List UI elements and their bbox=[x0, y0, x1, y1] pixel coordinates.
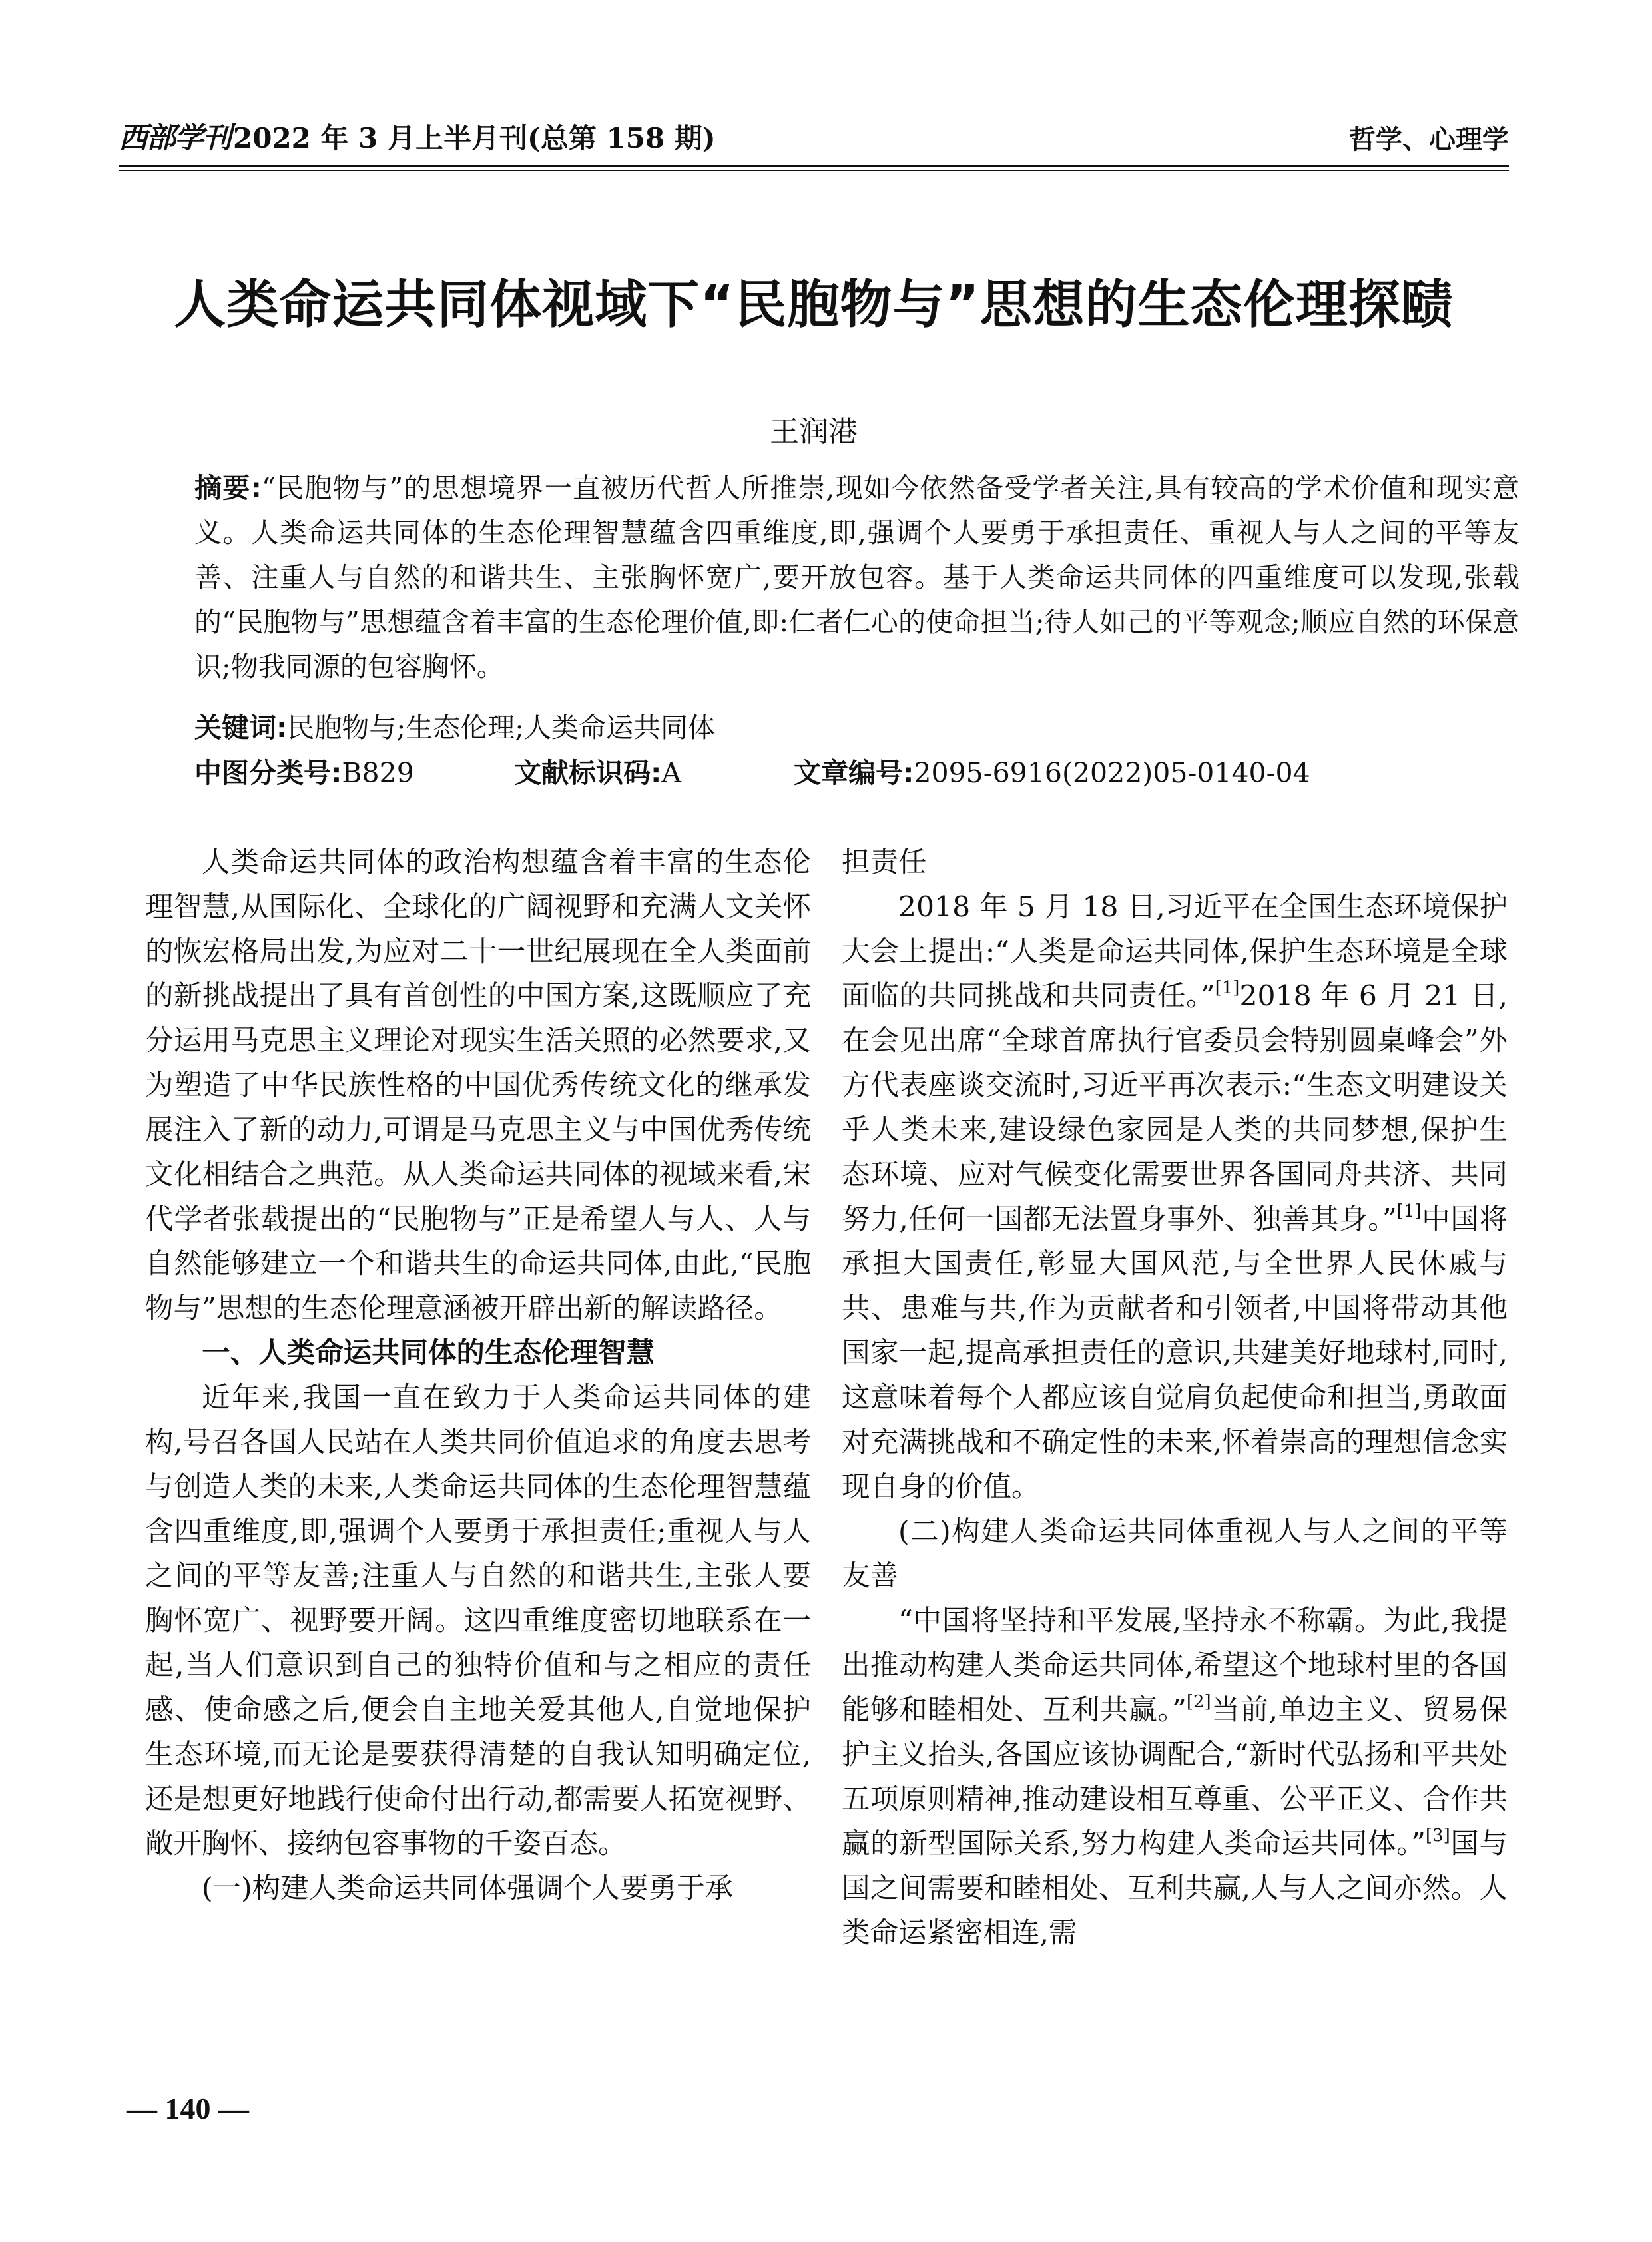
section-heading-1: 一、人类命运共同体的生态伦理智慧 bbox=[202, 1337, 655, 1370]
left-column bbox=[145, 840, 811, 1911]
article-number bbox=[794, 751, 1310, 796]
header-rule bbox=[119, 165, 1509, 167]
clc-value: B829 bbox=[342, 757, 414, 789]
author: 王润港 bbox=[770, 415, 858, 449]
running-header bbox=[119, 110, 1509, 156]
section1-paragraph: 近年来,我国一直在致力于人类命运共同体的建构,号召各国人民站在人类共同价值追求的角度去思考与创造人类的未来,人类命运共同体的生态伦理智慧蕴含四重维度,即,强调个人要勇于承担责任;重视人与人之间的平等友善;注重人与自然的和谐共生,主张人要胸怀宽广、视野要开阔。这四重维度密切地联系在一起,当人们意识到自己的独特价值和与之相应的责任感、使命感之后,便会自主地关爱其他人,自觉地保护生态环境,而无论是要获得清楚的自我认知明确定位,还是想更好地践行使命付出行动,都需要人拓宽视野、敞开胸怀、接纳包容事物的千姿百态。 bbox=[145, 1382, 811, 1860]
journal-logo: 西部学刊 bbox=[119, 121, 230, 155]
clc-code bbox=[194, 751, 414, 796]
subsection2-paragraph bbox=[842, 1599, 1508, 1956]
doc-label: 文献标识码: bbox=[514, 757, 662, 789]
section-name: 哲学、心理学 bbox=[1349, 125, 1509, 155]
text-run: 中国将承担大国责任,彰显大国风范,与全世界人民休戚与共、患难与共,作为贡献者和引领者,中国将带动其他国家一起,提高承担责任的意识,共建美好地球村,同时,这意味着每个人都应该自觉肩负起使命和担当,勇敢面对充满挑战和不确定性的未来,怀着崇高的理想信念实现自身的价值。 bbox=[842, 1203, 1508, 1504]
intro-paragraph: 人类命运共同体的政治构想蕴含着丰富的生态伦理智慧,从国际化、全球化的广阔视野和充满人文关怀的恢宏格局出发,为应对二十一世纪展现在全人类面前的新挑战提出了具有首创性的中国方案,这既顺应了充分运用马克思主义理论对现实生活关照的必然要求,又为塑造了中华民族性格的中国优秀传统文化的继承发展注入了新的动力,可谓是马克思主义与中国优秀传统文化相结合之典范。从人类命运共同体的视域来看,宋代学者张载提出的“民胞物与”正是希望人与人、人与自然能够建立一个和谐共生的命运共同体,由此,“民胞物与”思想的生态伦理意涵被开辟出新的解读路径。 bbox=[145, 846, 811, 1325]
header-left bbox=[119, 114, 716, 156]
abstract-text: “民胞物与”的思想境界一直被历代哲人所推崇,现如今依然备受学者关注,具有较高的学术价值和现实意义。人类命运共同体的生态伦理智慧蕴含四重维度,即,强调个人要勇于承担责任、重视人与人之间的平等友善、注重人与自然的和谐共生、主张胸怀宽广,要开放包容。基于人类命运共同体的四重维度可以发现,张载的“民胞物与”思想蕴含着丰富的生态伦理价值,即:仁者仁心的使命担当;待人如己的平等观念;顺应自然的环保意识;物我同源的包容胸怀。 bbox=[194, 472, 1519, 683]
clc-label: 中图分类号: bbox=[194, 757, 342, 789]
keywords bbox=[194, 706, 1519, 750]
keywords-label: 关键词: bbox=[194, 712, 288, 744]
subsection-heading-2: (二)构建人类命运共同体重视人与人之间的平等友善 bbox=[842, 1516, 1508, 1593]
issue-info: 2022 年 3 月上半月刊(总第 158 期) bbox=[233, 122, 716, 154]
text-run: 国与国之间需要和睦相处、互利共赢,人与人之间亦然。人类命运紧密相连,需 bbox=[842, 1828, 1508, 1950]
subsection1-paragraph bbox=[842, 885, 1508, 1510]
keywords-text: 民胞物与;生态伦理;人类命运共同体 bbox=[287, 712, 716, 744]
text-run: 2018 年 6 月 21 日,在会见出席“全球首席执行官委员会特别圆桌峰会”外方代表座谈交流时,习近平再次表示:“生态文明建设关乎人类未来,建设绿色家园是人类的共同梦想,保护生态环境、应对气候变化需要世界各国同舟共济、共同努力,任何一国都无法置身事外、独善其身。” bbox=[842, 980, 1508, 1236]
article-title: 人类命运共同体视域下“民胞物与”思想的生态伦理探赜 bbox=[174, 275, 1454, 335]
article-value: 2095-6916(2022)05-0140-04 bbox=[914, 757, 1310, 789]
page-number: — 140 — bbox=[127, 2092, 249, 2125]
abstract bbox=[194, 466, 1519, 689]
header-rule-thin bbox=[119, 170, 1509, 171]
abstract-label: 摘要: bbox=[194, 472, 262, 504]
citation: [1] bbox=[1396, 1201, 1422, 1221]
subsection-heading-1: (一)构建人类命运共同体强调个人要勇于承 bbox=[202, 1872, 734, 1905]
text-run: 当前,单边主义、贸易保护主义抬头,各国应该协调配合,“新时代弘扬和平共处五项原则精神,推动建设相互尊重、公平正义、合作共赢的新型国际关系,努力构建人类命运共同体。” bbox=[842, 1694, 1508, 1860]
citation: [2] bbox=[1186, 1692, 1211, 1712]
citation: [3] bbox=[1425, 1826, 1450, 1846]
article-label: 文章编号: bbox=[794, 757, 914, 789]
text-run: 2018 年 5 月 18 日,习近平在全国生态环境保护大会上提出:“人类是命运共同体,保护生态环境是全球面临的共同挑战和共同责任。” bbox=[842, 891, 1508, 1013]
text-run: “中国将坚持和平发展,坚持永不称霸。为此,我提出推动构建人类命运共同体,希望这个地球村里的各国能够和睦相处、互利共赢。” bbox=[842, 1605, 1508, 1727]
document-code bbox=[514, 751, 681, 796]
right-column bbox=[842, 840, 1508, 1956]
subsection-heading-1-continued: 担责任 bbox=[842, 846, 927, 879]
doc-value: A bbox=[661, 757, 682, 789]
citation: [1] bbox=[1215, 978, 1240, 998]
